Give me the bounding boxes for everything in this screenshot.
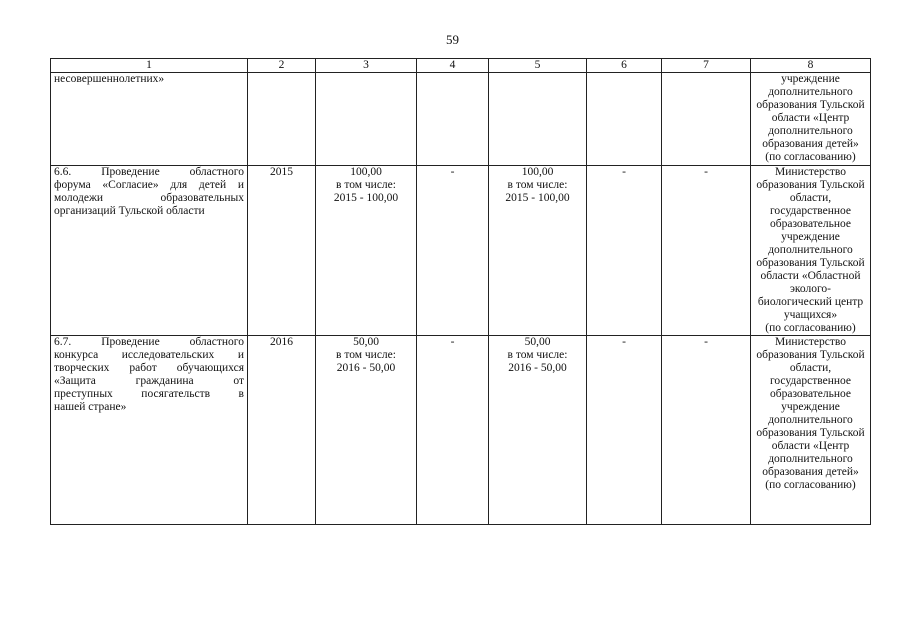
continuation-row	[51, 73, 871, 166]
cont-col5	[489, 73, 587, 166]
cont-executor: учреждение дополнительного образования Тульской области «Центр дополнительного образования детей» (по согласованию)	[751, 73, 871, 166]
header-col-6: 6	[587, 59, 662, 73]
header-row	[51, 59, 871, 73]
table-row-6-6	[51, 166, 871, 336]
row-6-7-col4: -	[417, 336, 489, 525]
row-6-7-executor: Министерство образования Тульской области, государственное образовательное учреждение дополнительного образования Тульской области «Центр дополнительного образования детей» (по согласованию)	[751, 336, 871, 525]
header-col-8: 8	[751, 59, 871, 73]
row-6-7-col7: -	[662, 336, 751, 525]
cont-col7	[662, 73, 751, 166]
cont-year	[248, 73, 316, 166]
header-col-4: 4	[417, 59, 489, 73]
row-6-7-col6: -	[587, 336, 662, 525]
row-6-6-total: 100,00 в том числе: 2015 - 100,00	[316, 166, 417, 336]
header-col-1: 1	[51, 59, 248, 73]
cont-total	[316, 73, 417, 166]
row-6-6-col6: -	[587, 166, 662, 336]
page-number: 59	[446, 32, 459, 47]
row-6-6-executor: Министерство образования Тульской области, государственное образовательное учреждение дополнительного образования Тульской области «Областной эколого- биологический центр учащихся» (по согласованию)	[751, 166, 871, 336]
cont-col4	[417, 73, 489, 166]
row-6-7-year: 2016	[248, 336, 316, 525]
header-col-5: 5	[489, 59, 587, 73]
cont-col6	[587, 73, 662, 166]
row-6-6-year: 2015	[248, 166, 316, 336]
table-row-6-7	[51, 336, 871, 525]
row-6-6-description: 6.6. Проведение областного форума «Согласие» для детей и молодежи образовательных организаций Тульской области	[51, 166, 248, 336]
row-6-6-col4: -	[417, 166, 489, 336]
program-table	[50, 58, 871, 525]
row-6-7-description: 6.7. Проведение областного конкурса исследовательских и творческих работ обучающихся «Защита гражданина от преступных посягательств в нашей стране»	[51, 336, 248, 525]
header-col-3: 3	[316, 59, 417, 73]
row-6-6-col5: 100,00 в том числе: 2015 - 100,00	[489, 166, 587, 336]
row-6-7-col5: 50,00 в том числе: 2016 - 50,00	[489, 336, 587, 525]
row-6-6-col7: -	[662, 166, 751, 336]
row-6-7-total: 50,00 в том числе: 2016 - 50,00	[316, 336, 417, 525]
header-col-7: 7	[662, 59, 751, 73]
cont-description: несовершеннолетних»	[51, 73, 248, 166]
header-col-2: 2	[248, 59, 316, 73]
